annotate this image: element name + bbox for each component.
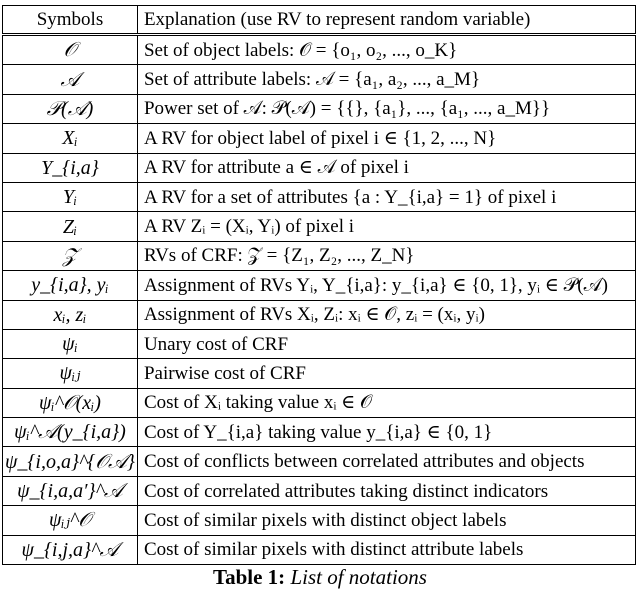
caption-text: List of notations — [290, 565, 427, 589]
table-row — [3, 65, 636, 94]
explanation-cell: Assignment of RVs Yᵢ, Y_{i,a}: y_{i,a} ∈ {0, 1}, yᵢ ∈ 𝒫(𝒜) — [137, 271, 635, 300]
symbol-cell: ψᵢⱼ^𝒪 — [3, 506, 138, 535]
explanation-cell: Cost of similar pixels with distinct attribute labels — [137, 535, 635, 564]
table-row — [3, 506, 636, 535]
explanation-cell: A RV for a set of attributes {a : Y_{i,a} = 1} of pixel i — [137, 182, 635, 211]
table-row — [3, 271, 636, 300]
explanation-cell: Set of attribute labels: 𝒜 = {a₁, a₂, ..., a_M} — [137, 65, 635, 94]
explanation-cell: Set of object labels: 𝒪 = {o₁, o₂, ..., o_K} — [137, 35, 635, 65]
explanation-cell: Cost of Y_{i,a} taking value y_{i,a} ∈ {0, 1} — [137, 418, 635, 447]
explanation-cell: A RV for attribute a ∈ 𝒜 of pixel i — [137, 153, 635, 182]
explanation-cell: Cost of similar pixels with distinct object labels — [137, 506, 635, 535]
symbol-cell: xᵢ, zᵢ — [3, 300, 138, 329]
explanation-cell: Assignment of RVs Xᵢ, Zᵢ: xᵢ ∈ 𝒪, zᵢ = (xᵢ, yᵢ) — [137, 300, 635, 329]
notation-table — [2, 5, 636, 565]
table-row — [3, 476, 636, 505]
explanation-cell: Unary cost of CRF — [137, 329, 635, 358]
table-row — [3, 388, 636, 417]
symbol-cell: Xᵢ — [3, 124, 138, 153]
symbol-cell: ψ_{i,a,a′}^𝒜 — [3, 476, 138, 505]
table-row — [3, 124, 636, 153]
table-row — [3, 94, 636, 123]
explanation-cell: Pairwise cost of CRF — [137, 359, 635, 388]
header-explanation: Explanation (use RV to represent random variable) — [137, 6, 635, 35]
symbol-cell: ψᵢ — [3, 329, 138, 358]
explanation-cell: Cost of correlated attributes taking distinct indicators — [137, 476, 635, 505]
symbol-cell: y_{i,a}, yᵢ — [3, 271, 138, 300]
symbol-cell: ψᵢⱼ — [3, 359, 138, 388]
explanation-cell: A RV for object label of pixel i ∈ {1, 2, ..., N} — [137, 124, 635, 153]
symbol-cell: ψᵢ^𝒪(xᵢ) — [3, 388, 138, 417]
explanation-cell: RVs of CRF: 𝒵 = {Z₁, Z₂, ..., Z_N} — [137, 241, 635, 270]
symbol-cell: Zᵢ — [3, 212, 138, 241]
table-row — [3, 153, 636, 182]
table-row — [3, 535, 636, 564]
symbol-cell: ψ_{i,o,a}^{𝒪𝒜} — [3, 447, 138, 476]
table-row — [3, 241, 636, 270]
table-caption — [0, 565, 640, 590]
table-row — [3, 329, 636, 358]
symbol-cell: 𝒪 — [3, 35, 138, 65]
table-row — [3, 35, 636, 65]
symbol-cell: ψᵢ^𝒜(y_{i,a}) — [3, 418, 138, 447]
symbol-cell: 𝒫(𝒜) — [3, 94, 138, 123]
explanation-cell: Cost of Xᵢ taking value xᵢ ∈ 𝒪 — [137, 388, 635, 417]
table-row — [3, 182, 636, 211]
symbol-cell: 𝒵 — [3, 241, 138, 270]
table-row — [3, 300, 636, 329]
table-row — [3, 418, 636, 447]
caption-label: Table 1: — [213, 565, 286, 589]
symbol-cell: ψ_{i,j,a}^𝒜 — [3, 535, 138, 564]
explanation-cell: A RV Zᵢ = (Xᵢ, Yᵢ) of pixel i — [137, 212, 635, 241]
table-row — [3, 447, 636, 476]
symbol-cell: Y_{i,a} — [3, 153, 138, 182]
table-row — [3, 212, 636, 241]
symbol-cell: Yᵢ — [3, 182, 138, 211]
explanation-cell: Cost of conflicts between correlated attributes and objects — [137, 447, 635, 476]
header-symbols: Symbols — [3, 6, 138, 35]
symbol-cell: 𝒜 — [3, 65, 138, 94]
table-header-row — [3, 6, 636, 35]
explanation-cell: Power set of 𝒜: 𝒫(𝒜) = {{}, {a₁}, ..., {a₁, ..., a_M}} — [137, 94, 635, 123]
table-row — [3, 359, 636, 388]
